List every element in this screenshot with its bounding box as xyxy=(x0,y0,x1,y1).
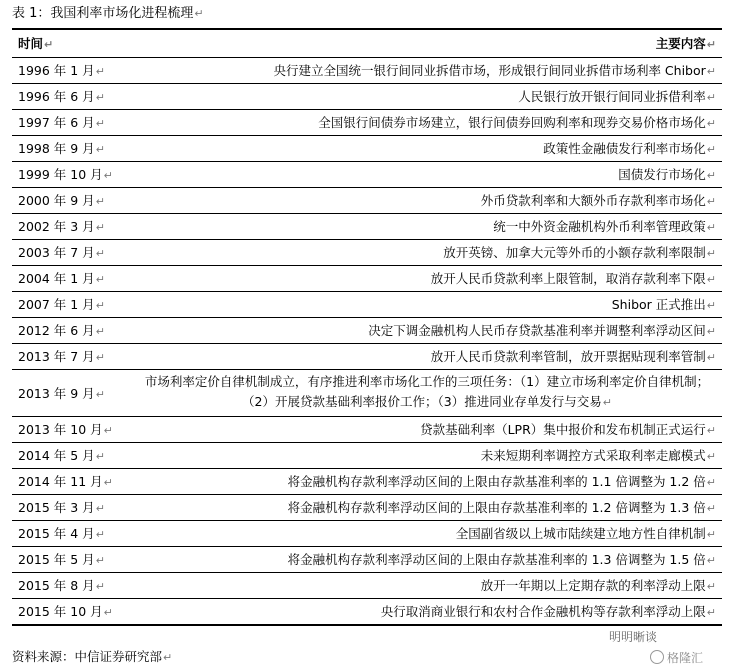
table-caption xyxy=(12,4,204,24)
row-date: 2000 年 9 月↵ xyxy=(12,187,132,213)
row-content: 市场利率定价自律机制成立，有序推进利率市场化工作的三项任务：（1）建立市场利率定价自律机制；（2）开展贷款基础利率报价工作；（3）推进同业存单发行与交易↵ xyxy=(132,369,722,416)
table-row xyxy=(12,239,722,265)
row-date: 2013 年 9 月↵ xyxy=(12,369,132,416)
brand-logo-icon xyxy=(650,650,664,664)
row-date: 2015 年 10 月↵ xyxy=(12,598,132,625)
row-date: 1999 年 10 月↵ xyxy=(12,161,132,187)
row-content: 将金融机构存款利率浮动区间的上限由存款基准利率的 1.1 倍调整为 1.2 倍↵ xyxy=(132,468,722,494)
row-content: 全国副省级以上城市陆续建立地方性自律机制↵ xyxy=(132,520,722,546)
row-date: 2007 年 1 月↵ xyxy=(12,291,132,317)
row-date: 2004 年 1 月↵ xyxy=(12,265,132,291)
row-content: 央行取消商业银行和农村合作金融机构等存款利率浮动上限↵ xyxy=(132,598,722,625)
table-row xyxy=(12,291,722,317)
paragraph-mark: ↵ xyxy=(194,7,204,20)
table-row xyxy=(12,598,722,625)
row-date: 1996 年 1 月↵ xyxy=(12,57,132,83)
header-content: 主要内容↵ xyxy=(132,29,722,57)
table-row xyxy=(12,572,722,598)
table-row xyxy=(12,161,722,187)
table-row xyxy=(12,135,722,161)
row-date: 2015 年 4 月↵ xyxy=(12,520,132,546)
row-date: 2003 年 7 月↵ xyxy=(12,239,132,265)
row-date: 2002 年 3 月↵ xyxy=(12,213,132,239)
table-row xyxy=(12,369,722,416)
table-header-row xyxy=(12,29,722,57)
table-row xyxy=(12,57,722,83)
table-row xyxy=(12,416,722,442)
row-content: 贷款基础利率（LPR）集中报价和发布机制正式运行↵ xyxy=(132,416,722,442)
table-row xyxy=(12,442,722,468)
source-note: 资料来源：中信证券研究部↵ xyxy=(12,649,173,664)
table-row xyxy=(12,468,722,494)
row-date: 2012 年 6 月↵ xyxy=(12,317,132,343)
row-date: 2014 年 5 月↵ xyxy=(12,442,132,468)
table-row xyxy=(12,83,722,109)
row-content: 将金融机构存款利率浮动区间的上限由存款基准利率的 1.3 倍调整为 1.5 倍↵ xyxy=(132,546,722,572)
row-date: 2015 年 3 月↵ xyxy=(12,494,132,520)
watermark-logo-text: 格隆汇 xyxy=(667,651,704,665)
table-row xyxy=(12,187,722,213)
table-row xyxy=(12,317,722,343)
table-row xyxy=(12,213,722,239)
caption-text: 表 1：我国利率市场化进程梳理 xyxy=(12,6,194,21)
row-content: 人民银行放开银行间同业拆借利率↵ xyxy=(132,83,722,109)
row-content: 国债发行市场化↵ xyxy=(132,161,722,187)
table-row xyxy=(12,520,722,546)
row-content: 外币贷款利率和大额外币存款利率市场化↵ xyxy=(132,187,722,213)
table-row xyxy=(12,109,722,135)
row-date: 2015 年 8 月↵ xyxy=(12,572,132,598)
table-row xyxy=(12,494,722,520)
table-row xyxy=(12,546,722,572)
row-content: 央行建立全国统一银行间同业拆借市场，形成银行间同业拆借市场利率 Chibor↵ xyxy=(132,57,722,83)
row-date: 1997 年 6 月↵ xyxy=(12,109,132,135)
table-row xyxy=(12,343,722,369)
row-date: 2015 年 5 月↵ xyxy=(12,546,132,572)
row-date: 2014 年 11 月↵ xyxy=(12,468,132,494)
row-content: 放开一年期以上定期存款的利率浮动上限↵ xyxy=(132,572,722,598)
row-content: 放开英镑、加拿大元等外币的小额存款利率限制↵ xyxy=(132,239,722,265)
row-date: 1996 年 6 月↵ xyxy=(12,83,132,109)
row-content: 未来短期利率调控方式采取利率走廊模式↵ xyxy=(132,442,722,468)
row-date: 1998 年 9 月↵ xyxy=(12,135,132,161)
watermark-logo xyxy=(650,649,703,666)
table-row xyxy=(12,265,722,291)
row-content: 全国银行间债券市场建立，银行间债券回购利率和现券交易价格市场化↵ xyxy=(132,109,722,135)
row-content: 政策性金融债发行利率市场化↵ xyxy=(132,135,722,161)
row-content: 统一中外资金融机构外币利率管理政策↵ xyxy=(132,213,722,239)
watermark-text: 明明晰谈 xyxy=(606,628,660,645)
table-body xyxy=(12,57,722,625)
row-content: 将金融机构存款利率浮动区间的上限由存款基准利率的 1.2 倍调整为 1.3 倍↵ xyxy=(132,494,722,520)
row-content: Shibor 正式推出↵ xyxy=(132,291,722,317)
row-content: 决定下调金融机构人民币存贷款基准利率并调整利率浮动区间↵ xyxy=(132,317,722,343)
row-date: 2013 年 7 月↵ xyxy=(12,343,132,369)
row-date: 2013 年 10 月↵ xyxy=(12,416,132,442)
header-time: 时间↵ xyxy=(12,29,132,57)
reform-timeline-table xyxy=(12,28,722,626)
row-content: 放开人民币贷款利率上限管制，取消存款利率下限↵ xyxy=(132,265,722,291)
row-content: 放开人民币贷款利率管制，放开票据贴现利率管制↵ xyxy=(132,343,722,369)
